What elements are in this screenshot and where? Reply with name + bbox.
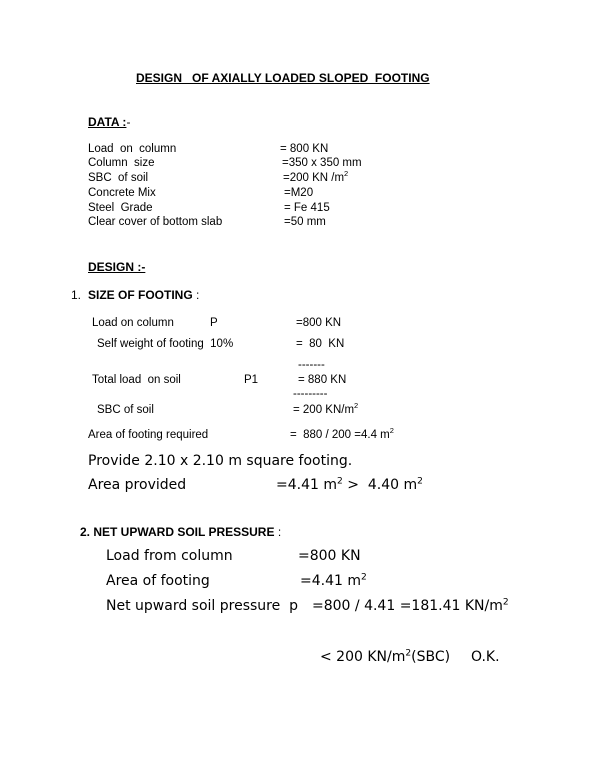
calc-label: Total load on soil xyxy=(92,374,181,386)
size-heading-suffix: : xyxy=(192,288,200,302)
size-heading-text: SIZE OF FOOTING xyxy=(88,288,193,302)
pressure-label: Net upward soil pressure p xyxy=(106,598,299,614)
data-label: Clear cover of bottom slab xyxy=(88,216,223,228)
area-provided-sup-b: 2 xyxy=(417,476,423,487)
sbc-calc-value: = 200 KN/m xyxy=(293,404,355,416)
area-provided-a: =4.41 m xyxy=(276,477,337,493)
calc-symbol: P xyxy=(210,317,218,329)
calc-symbol: P1 xyxy=(244,374,259,386)
sbc-superscript: 2 xyxy=(344,169,349,179)
sbc-value: =200 KN /m xyxy=(283,172,345,184)
pressure-label: Area of footing xyxy=(106,573,210,589)
calc-value xyxy=(290,426,394,442)
data-label: Column size xyxy=(88,157,155,169)
check-statement xyxy=(320,650,450,664)
calc-label: Area of footing required xyxy=(88,429,209,441)
calc-label: Load on column xyxy=(92,317,174,329)
provide-statement: Provide 2.10 x 2.10 m square footing. xyxy=(88,453,353,469)
pressure-value: =800 KN xyxy=(298,548,361,564)
data-label: Concrete Mix xyxy=(88,187,156,199)
dash-line: --------- xyxy=(293,388,328,400)
sbc-calc-superscript: 2 xyxy=(354,401,359,411)
area-required-value: = 880 / 200 =4.4 m xyxy=(290,429,390,441)
data-label: Steel Grade xyxy=(88,202,153,214)
pressure-value xyxy=(300,574,367,588)
pressure-label: Load from column xyxy=(106,548,233,564)
check-result: O.K. xyxy=(471,649,500,665)
check-superscript: 2 xyxy=(405,648,412,659)
check-sbc: (SBC) xyxy=(411,649,451,665)
data-value: = 800 KN xyxy=(280,143,329,155)
data-label: SBC of soil xyxy=(88,172,149,184)
net-upward-value: =800 / 4.41 =181.41 KN/m xyxy=(312,598,503,614)
area-footing-value: =4.41 m xyxy=(300,573,361,589)
area-provided-value xyxy=(276,478,423,492)
data-heading-suffix: - xyxy=(126,115,131,129)
data-value xyxy=(283,169,349,185)
pressure-heading-suffix: : xyxy=(274,525,282,539)
section-number: 1. xyxy=(71,288,82,302)
calc-value: = 880 KN xyxy=(298,374,347,386)
data-heading xyxy=(88,116,130,128)
calc-label: SBC of soil xyxy=(97,404,154,416)
data-value: =50 mm xyxy=(284,216,326,228)
pressure-heading xyxy=(80,526,281,538)
dash-line: ------- xyxy=(298,359,325,371)
area-provided-b: > 4.40 m xyxy=(342,477,418,493)
data-value: = Fe 415 xyxy=(284,202,330,214)
data-label: Load on column xyxy=(88,143,177,155)
area-provided-sup-a: 2 xyxy=(337,476,343,487)
data-value: =350 x 350 mm xyxy=(282,157,362,169)
data-heading-text: DATA : xyxy=(88,115,127,129)
check-value: < 200 KN/m xyxy=(320,649,406,665)
pressure-heading-text: 2. NET UPWARD SOIL PRESSURE xyxy=(80,525,275,539)
design-heading: DESIGN :- xyxy=(88,260,146,274)
size-heading xyxy=(88,289,199,301)
page-title: DESIGN OF AXIALLY LOADED SLOPED FOOTING xyxy=(136,71,430,85)
calc-value: = 80 KN xyxy=(296,338,345,350)
calc-label: Self weight of footing 10% xyxy=(97,338,234,350)
area-required-superscript: 2 xyxy=(389,426,394,436)
area-footing-superscript: 2 xyxy=(361,572,367,583)
calc-value xyxy=(293,401,359,417)
pressure-value xyxy=(312,599,509,613)
data-value: =M20 xyxy=(284,187,314,199)
net-upward-superscript: 2 xyxy=(502,597,509,608)
area-provided-label: Area provided xyxy=(88,477,187,493)
calc-value: =800 KN xyxy=(296,317,342,329)
